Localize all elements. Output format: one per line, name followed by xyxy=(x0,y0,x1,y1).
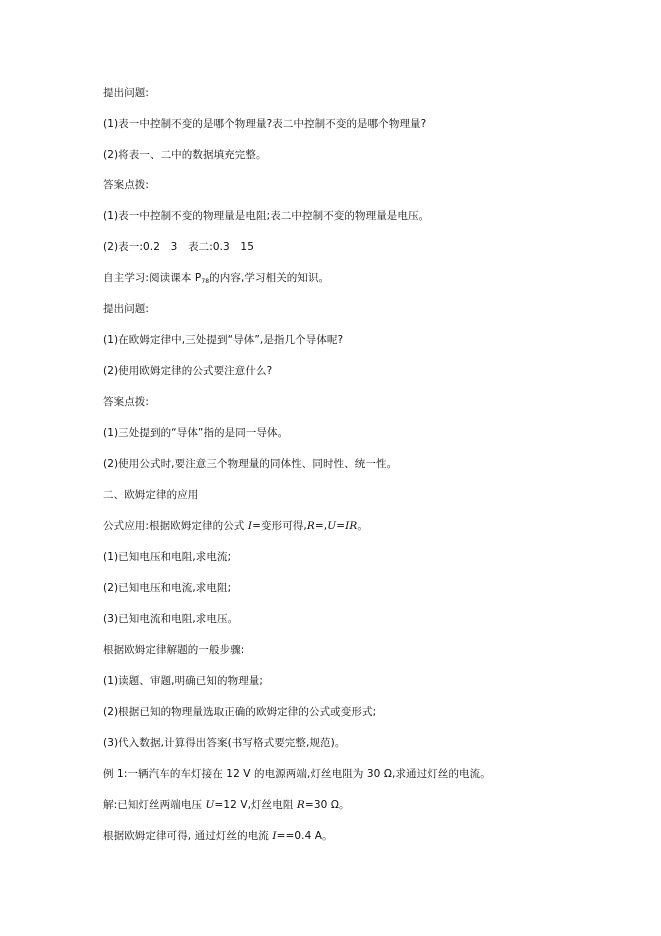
question-1-2: (2)将表一、二中的数据填充完整。 xyxy=(103,149,267,161)
formula-application: 公式应用:根据欧姆定律的公式 I=变形可得,R=,U=IR。 xyxy=(103,520,368,532)
step-3: (3)代入数据,计算得出答案(书写格式要完整,规范)。 xyxy=(103,737,346,749)
step-2: (2)根据已知的物理量选取正确的欧姆定律的公式或变形式; xyxy=(103,706,377,718)
answer-1-1: (1)表一中控制不变的物理量是电阻;表二中控制不变的物理量是电压。 xyxy=(103,210,430,222)
example-1: 例 1:一辆汽车的车灯接在 12 V 的电源两端,灯丝电阻为 30 Ω,求通过灯丝的电流。 xyxy=(103,768,491,780)
case-1: (1)已知电压和电阻,求电流; xyxy=(103,551,232,563)
self-study-intro: 自主学习:阅读课本 $P_{78}$的内容,学习相关的知识。 xyxy=(103,272,330,285)
answer-1-2: (2)表一:0.2 3 表二:0.3 15 xyxy=(103,241,254,253)
step-1: (1)读题、审题,明确已知的物理量; xyxy=(103,675,264,687)
answer-2-2: (2)使用公式时,要注意三个物理量的同体性、同时性、统一性。 xyxy=(103,458,398,470)
solution-2: 根据欧姆定律可得, 通过灯丝的电流 I==0.4 A。 xyxy=(103,830,333,842)
section-heading-ohms-law-application: 二、欧姆定律的应用 xyxy=(103,489,199,501)
heading-raise-questions-2: 提出问题: xyxy=(103,303,150,315)
case-2: (2)已知电压和电流,求电阻; xyxy=(103,582,232,594)
solution-1: 解:已知灯丝两端电压 U=12 V,灯丝电阻 R=30 Ω。 xyxy=(103,799,350,811)
heading-answer-hint-2: 答案点拨: xyxy=(103,396,150,408)
question-2-2: (2)使用欧姆定律的公式要注意什么? xyxy=(103,365,273,377)
question-1-1: (1)表一中控制不变的是哪个物理量?表二中控制不变的是哪个物理量? xyxy=(103,118,427,130)
case-3: (3)已知电流和电阻,求电压。 xyxy=(103,613,239,625)
answer-2-1: (1)三处提到的“导体”指的是同一导体。 xyxy=(103,427,289,439)
steps-intro: 根据欧姆定律解题的一般步骤: xyxy=(103,644,245,656)
question-2-1: (1)在欧姆定律中,三处提到“导体”,是指几个导体呢? xyxy=(103,334,344,346)
heading-answer-hint-1: 答案点拨: xyxy=(103,179,150,191)
heading-raise-questions-1: 提出问题: xyxy=(103,87,150,99)
